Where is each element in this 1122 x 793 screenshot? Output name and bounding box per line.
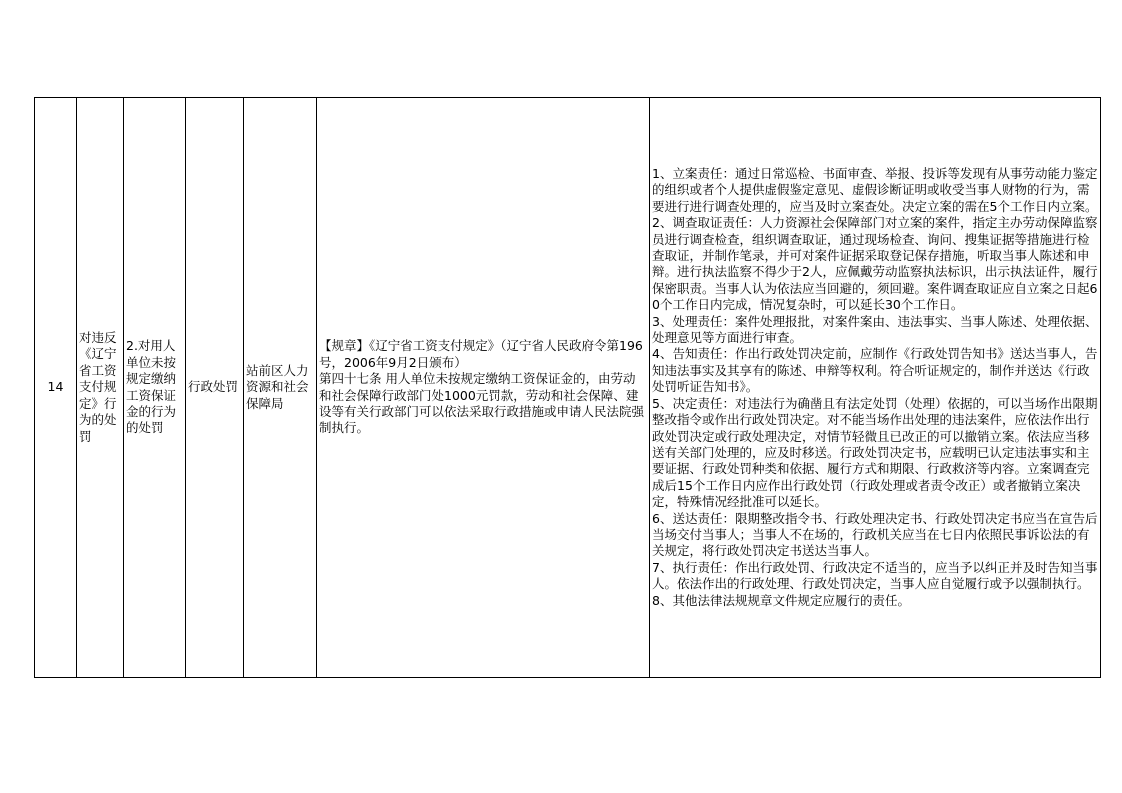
power-type: 行政处罚 (186, 98, 244, 678)
power-list-table (34, 97, 1101, 678)
sub-item-name: 2.对用人单位未按规定缴纳工资保证金的行为的处罚 (124, 98, 186, 678)
responsibility-item: 1、立案责任：通过日常巡检、书面审查、举报、投诉等发现有从事劳动能力鉴定的组织或者个人提供虚假鉴定意见、虚假诊断证明或收受当事人财物的行为，需要进行进行调查处理的，应当及时立案查处。决定立案的需在5个工作日内立案。 (652, 166, 1098, 214)
row-index: 14 (35, 98, 77, 678)
responsibility-item: 2、调查取证责任：人力资源社会保障部门对立案的案件，指定主办劳动保障监察员进行调查检查，组织调查取证，通过现场检查、询问、搜集证据等措施进行检查取证，并制作笔录，并可对案件证据采取登记保存措施，听取当事人陈述和申辩。进行执法监察不得少于2人，应佩戴劳动监察执法标识，出示执法证件，履行保密职责。当事人认为依法应当回避的，须回避。案件调查取证应自立案之日起60个工作日内完成，情况复杂时，可以延长30个工作日。 (652, 215, 1098, 313)
legal-basis-citation: 【规章】《辽宁省工资支付规定》（辽宁省人民政府令第196号，2006年9月2日颁布） (319, 338, 643, 370)
legal-basis (317, 98, 650, 678)
responsible-department: 站前区人力资源和社会保障局 (244, 98, 317, 678)
legal-basis-article: 第四十七条 用人单位未按规定缴纳工资保证金的，由劳动和社会保障行政部门处1000元罚款，劳动和社会保障、建设等有关行政部门可以依法采取行政措施或申请人民法院强制执行。 (319, 371, 645, 436)
responsibility-item: 6、送达责任：限期整改指令书、行政处理决定书、行政处罚决定书应当在宣告后当场交付当事人；当事人不在场的，行政机关应当在七日内依照民事诉讼法的有关规定，将行政处罚决定书送达当事人。 (652, 510, 1098, 559)
responsibility-item: 8、其他法律法规规章文件规定应履行的责任。 (652, 592, 910, 608)
responsibility-item: 3、处理责任：案件处理报批，对案件案由、违法事实、当事人陈述、处理依据、处理意见等方面进行审查。 (652, 313, 1098, 346)
table-row (35, 98, 1101, 678)
responsibility-list (650, 98, 1101, 678)
responsibility-item: 5、决定责任：对违法行为确凿且有法定处罚（处理）依据的，可以当场作出限期整改指令或作出行政处罚决定。对不能当场作出处理的违法案件，应依法作出行政处罚决定或行政处理决定，对情节轻微且已改正的可以撤销立案。依法应当移送有关部门处理的，应及时移送。行政处罚决定书，应载明已认定违法事实和主要证据、行政处罚种类和依据、履行方式和期限、行政救济等内容。立案调查完成后15个工作日内应作出行政处罚（行政处理或者责令改正）或者撤销立案决定，特殊情况经批准可以延长。 (652, 395, 1098, 510)
responsibility-item: 4、告知责任：作出行政处罚决定前，应制作《行政处罚告知书》送达当事人，告知违法事实及其享有的陈述、申辩等权利。符合听证规定的，制作并送达《行政处罚听证告知书》。 (652, 346, 1098, 395)
responsibility-item: 7、执行责任：作出行政处罚、行政决定不适当的，应当予以纠正并及时告知当事人。依法作出的行政处理、行政处罚决定，当事人应自觉履行或予以强制执行。 (652, 559, 1098, 592)
item-name: 对违反《辽宁省工资支付规定》行为的处罚 (77, 98, 124, 678)
